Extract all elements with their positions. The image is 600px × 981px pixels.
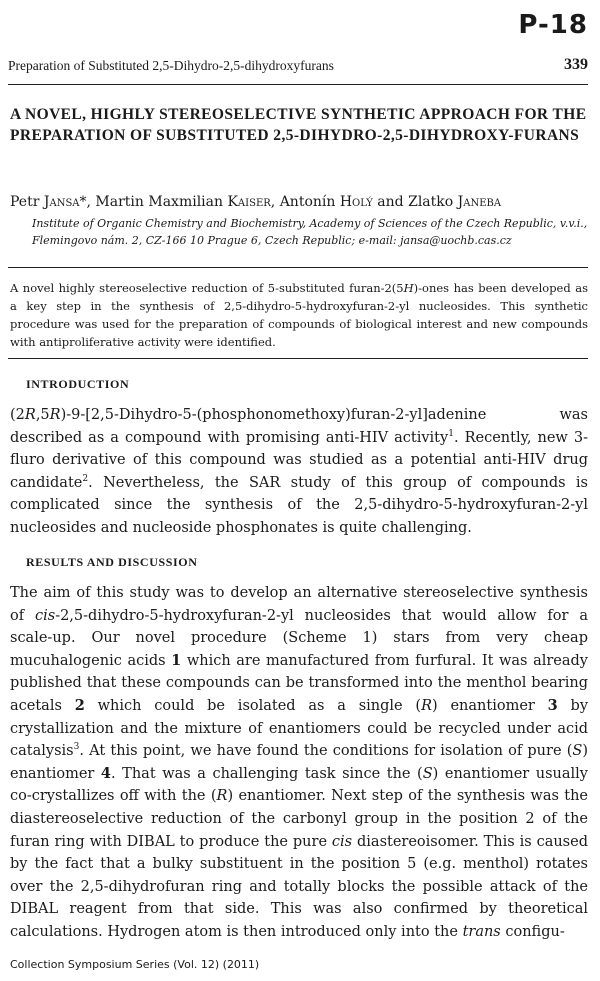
text: ) enantiomer. Next step of the synthesis was the diastereoselective reduction of the carbonyl group in the position 2 of the furan ring with DIBAL to produce the pure: [10, 788, 588, 850]
text: by crystallization and the mixture of enantiomers could be recycled under acid catalysis: [10, 697, 589, 760]
italic-text: R: [49, 407, 61, 423]
text: diastereoisomer. This is caused by the fact that a bulky substituent in the position 5 (e.g. menthol) rotates over the 2,5-dihydrofuran ring and totally blocks the possible attack of the DIBAL reagent from that side. This was also confirmed by theoretical calculations. Hydrogen atom is then introduced only into the: [10, 833, 588, 940]
introduction-heading: INTRODUCTION: [26, 377, 130, 391]
author-list: [10, 194, 590, 210]
abstract-bottom-divider: [8, 358, 588, 359]
author-given-name: Zlatko: [408, 194, 458, 210]
text: . Recently, new 3-fluro derivative of this compound was studied as a potential anti-HIV drug candidate: [10, 429, 589, 491]
italic-text: cis: [331, 833, 353, 850]
compound-number: 2: [74, 696, 85, 714]
italic-text: trans: [462, 923, 501, 940]
compound-number: 1: [171, 651, 182, 669]
results-paragraph: [10, 582, 588, 944]
text: which are manufactured from furfural. It was already published that these compounds can be transformed into the menthol bearing acetals: [10, 652, 588, 714]
text: )-9-[2,5-Dihydro-5-(phosphonomethoxy)furan-2-yl]adenine was described as a compound with promising anti-HIV activity: [10, 407, 588, 446]
author-given-name: Antonín: [279, 194, 340, 210]
running-head: [8, 56, 588, 78]
abstract-italic: H: [403, 281, 414, 295]
abstract-text: )-ones has been developed as a key step in the synthesis of 2,5-dihydro-5-hydroxyfuran-2-yl nucleosides. This synthetic procedure was used for the preparation of compounds of biological interest and new compounds with antiproliferative activity were identified.: [10, 281, 588, 349]
text: configu-: [500, 923, 565, 940]
author-given-name: Petr: [10, 194, 44, 210]
text: The aim of this study was to develop an alternative stereoselective synthesis of: [10, 585, 588, 624]
article-title: A NOVEL, HIGHLY STEREOSELECTIVE SYNTHETIC APPROACH FOR THE PREPARATION OF SUBSTITUTED 2,5-DIHYDRO-2,5-DIHYDROXY-FURANS: [10, 106, 587, 144]
citation-ref: 2: [82, 473, 89, 484]
author-surname: Jansa: [43, 194, 80, 210]
compound-number: 3: [547, 696, 558, 714]
italic-text: R: [216, 788, 228, 805]
author-separator: ,: [270, 194, 280, 210]
page-number: 339: [564, 56, 588, 73]
text: . At this point, we have found the conditions for isolation of pure (: [79, 743, 573, 760]
italic-text: S: [572, 743, 583, 760]
introduction-paragraph: [10, 404, 588, 540]
italic-text: S: [422, 765, 433, 782]
poster-id: P-18: [518, 10, 588, 40]
italic-text: R: [24, 407, 36, 423]
author-surname: Janeba: [457, 194, 502, 210]
results-heading: RESULTS AND DISCUSSION: [26, 555, 198, 569]
journal-footer: Collection Symposium Series (Vol. 12) (2011): [10, 958, 260, 971]
text: which could be isolated as a single (: [84, 697, 422, 714]
running-head-title: Preparation of Substituted 2,5-Dihydro-2,5-dihydroxyfurans: [8, 58, 334, 73]
text: ) enantiomer: [10, 743, 588, 782]
text: ) enantiomer: [432, 697, 548, 714]
text: . Nevertheless, the SAR study of this group of compounds is complicated since the synthesis of the 2,5-dihydro-5-hydroxyfuran-2-yl nucleosides and nucleoside phosphonates is quite challenging.: [10, 474, 588, 536]
author-given-name: Martin Maxmilian: [95, 194, 228, 210]
text: ,5: [35, 407, 50, 423]
citation-ref: 3: [73, 742, 80, 753]
header-divider: [8, 84, 588, 85]
corresponding-author-mark: *: [79, 194, 87, 210]
text: -2,5-dihydro-5-hydroxyfuran-2-yl nucleosides that would allow for a scale-up. Our novel procedure (Scheme 1) stars from very cheap mucuhalogenic acids: [10, 607, 588, 669]
author-separator: and: [372, 194, 409, 210]
text: ) enantiomer usually co-crystallizes off with the (: [10, 765, 589, 805]
abstract-text: A novel highly stereoselective reduction of 5-substituted furan-2(5: [10, 281, 404, 295]
abstract-top-divider: [8, 267, 588, 268]
italic-text: R: [421, 697, 433, 714]
text: . That was a challenging task since the (: [111, 765, 423, 782]
affiliation: Institute of Organic Chemistry and Biochemistry, Academy of Sciences of the Czech Republic, v.v.i., Flemingovo nám. 2, CZ-166 10 Prague 6, Czech Republic; e-mail: jansa@uochb.cas.cz: [32, 217, 588, 247]
author-separator: ,: [86, 194, 96, 210]
author-surname: Holý: [339, 194, 373, 210]
text: (2: [10, 407, 25, 423]
compound-number: 4: [100, 764, 112, 782]
author-surname: Kaiser: [227, 194, 271, 210]
abstract: [10, 279, 588, 351]
citation-ref: 1: [448, 428, 454, 439]
italic-text: cis: [34, 607, 56, 624]
